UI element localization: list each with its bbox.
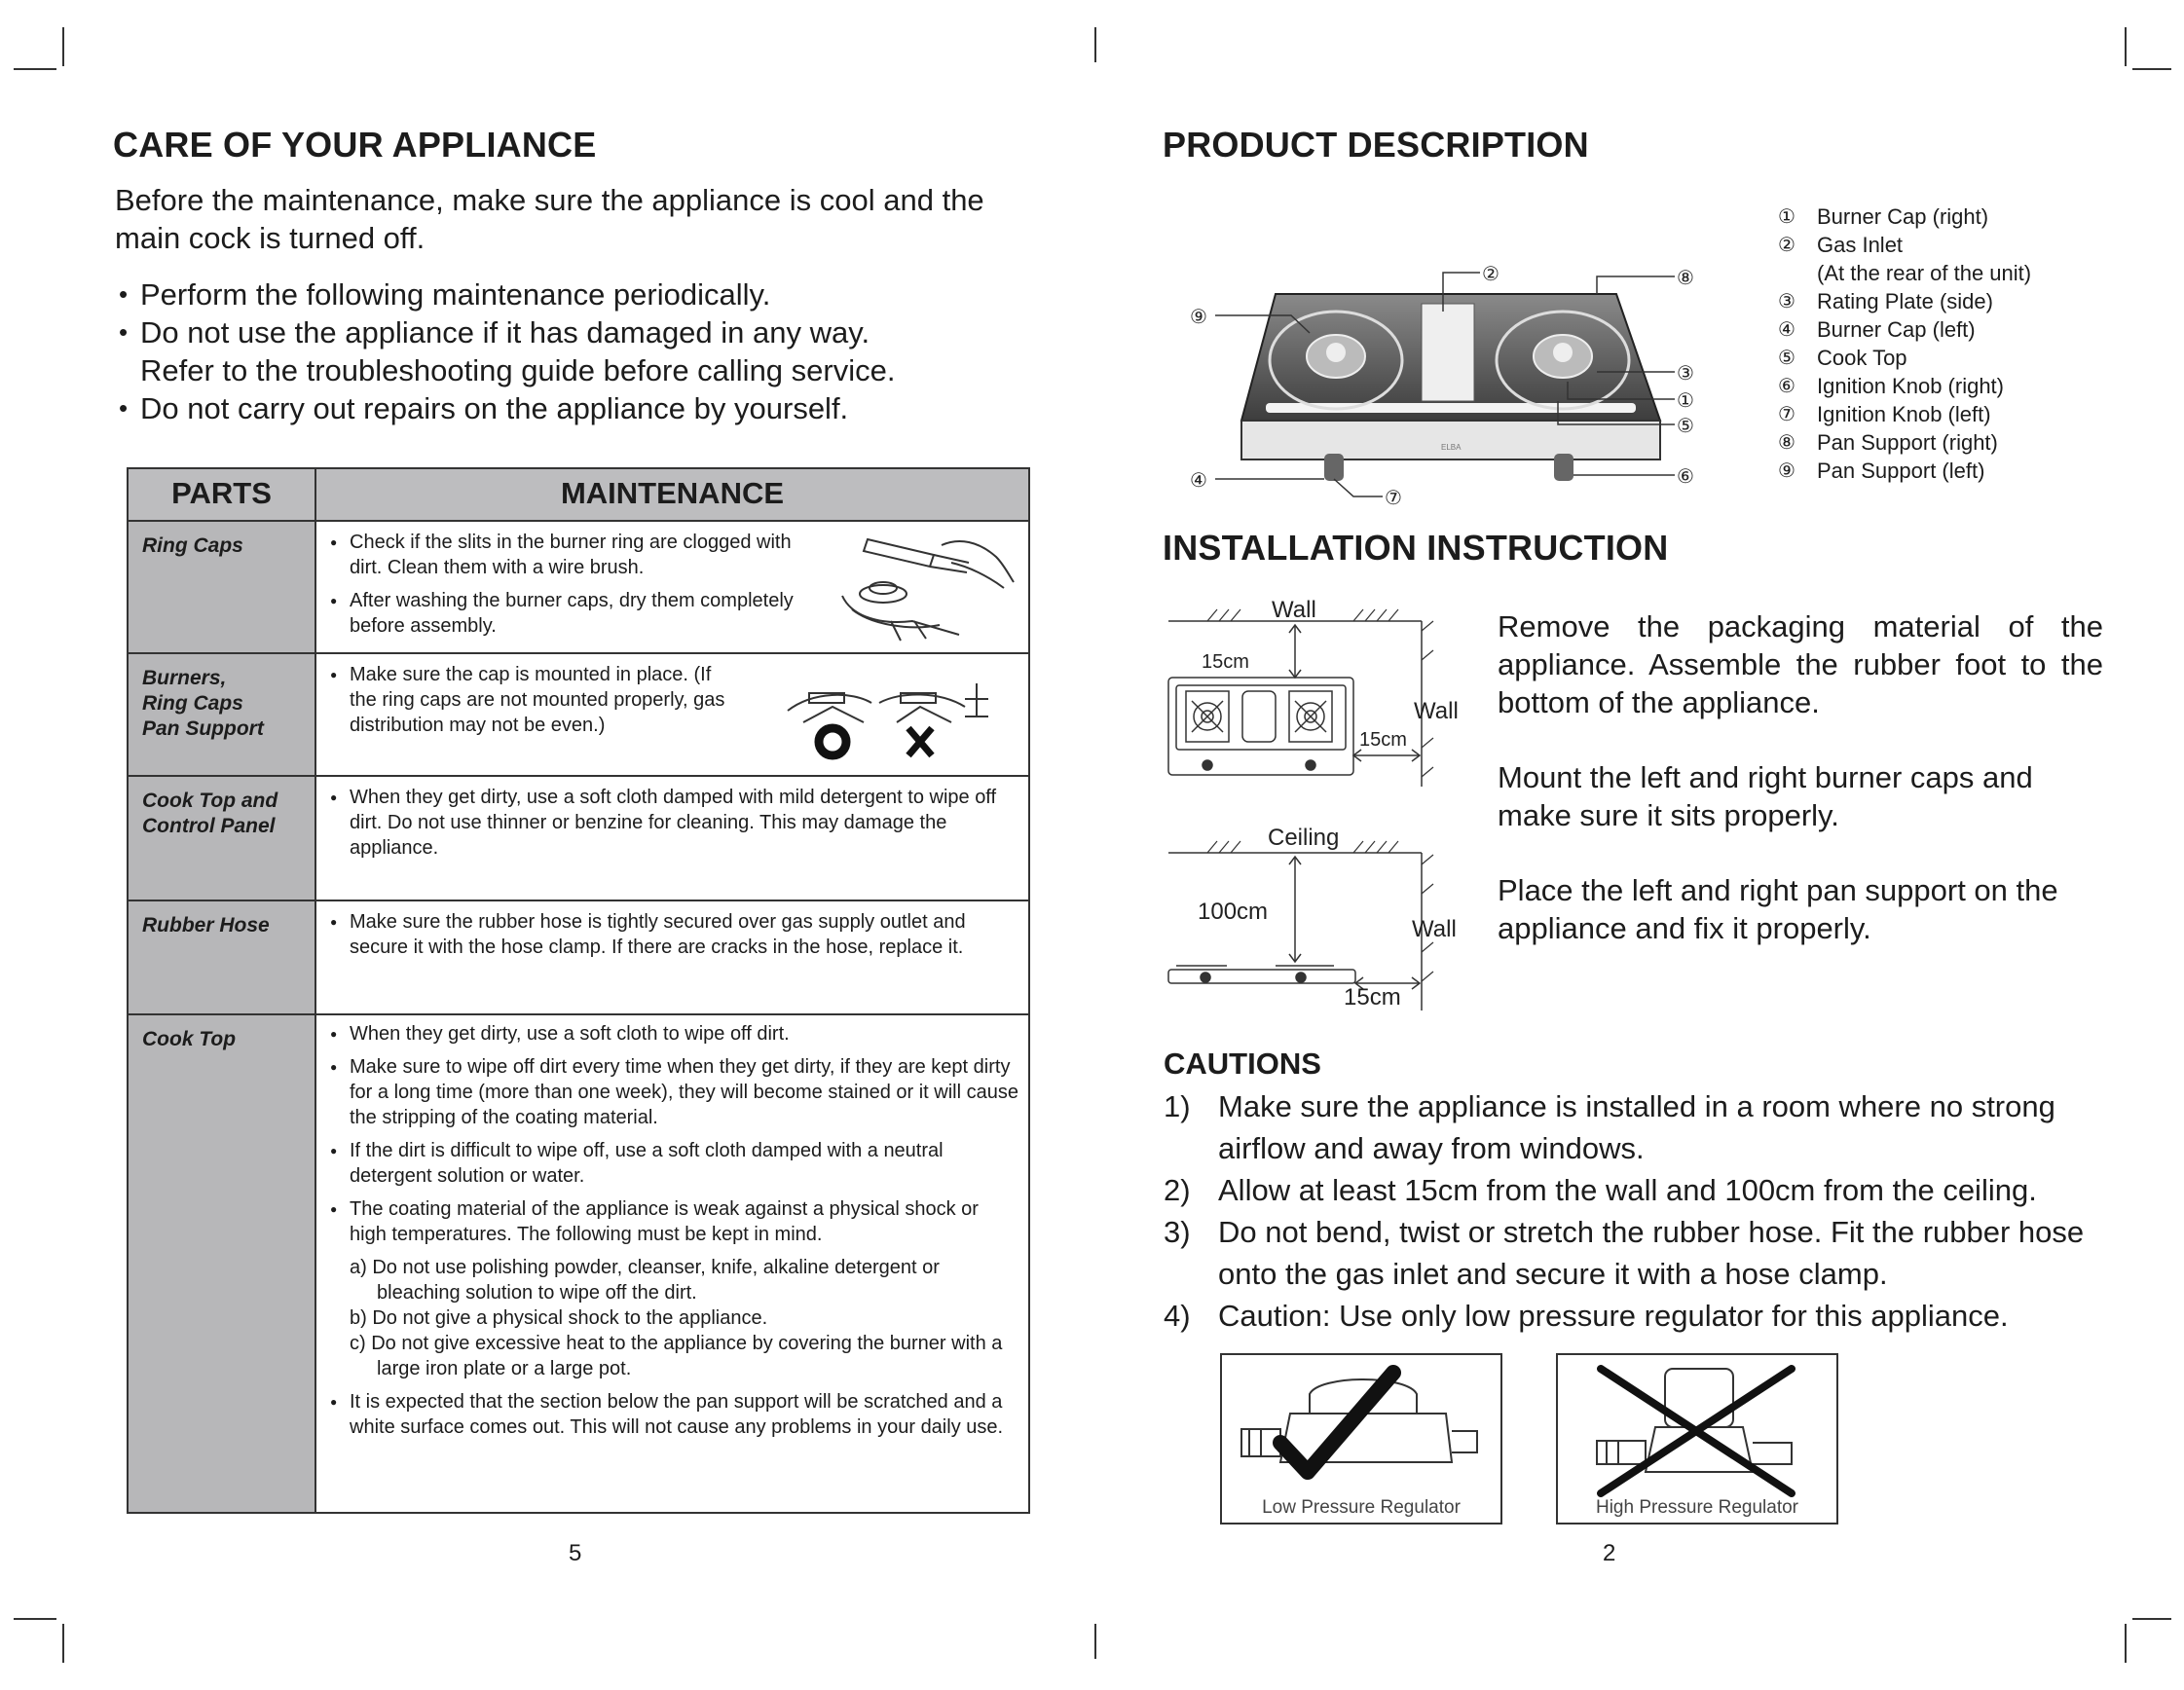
maintenance-item: ● Check if the slits in the burner ring are clogged with dirt. Clean them with a wire brush.: [330, 530, 817, 580]
maintenance-item: ● If the dirt is difficult to wipe off, use a soft cloth damped with a neutral detergent solution or water.: [330, 1138, 1018, 1189]
clearance-diagram: [1159, 592, 1470, 1020]
label-ceiling: Ceiling: [1268, 825, 1340, 851]
legend-text: Ignition Knob (right): [1817, 374, 2004, 398]
installation-text: [1498, 607, 2103, 984]
caution-item: [1164, 1085, 2137, 1169]
legend-item: [1778, 315, 2031, 344]
label-15cm-bottom: 15cm: [1344, 984, 1401, 1010]
caution-item: [1164, 1211, 2137, 1295]
label-wall-side-2: Wall: [1412, 916, 1457, 942]
crop-mark: [62, 27, 64, 66]
legend-item: [1778, 287, 2031, 315]
callout-4: ④: [1190, 468, 1207, 492]
maintenance-subitem: b) Do not give a physical shock to the appliance.: [350, 1307, 768, 1329]
maintenance-subitem: c) Do not give excessive heat to the appliance by covering the burner with a large iron plate or a large pot.: [350, 1333, 1003, 1379]
maintenance-cell: [316, 901, 1028, 1013]
legend-item: [1778, 428, 2031, 457]
cautions-title: CAUTIONS: [1164, 1047, 1321, 1081]
caution-number: 3): [1164, 1215, 1191, 1249]
callout-5: ⑤: [1677, 414, 1694, 437]
legend-text: Gas Inlet: [1817, 233, 1904, 257]
legend-text: Burner Cap (left): [1817, 317, 1976, 342]
care-bullet: • Do not use the appliance if it has damaged in any way.: [115, 313, 1050, 351]
maintenance-item: ● It is expected that the section below the pan support will be scratched and a white surface comes out. This will not cause any problems in your daily use.: [330, 1389, 1018, 1440]
legend-item: [1778, 372, 2031, 400]
label-15cm-top: 15cm: [1202, 651, 1249, 673]
legend-number: ⑨: [1778, 459, 1795, 482]
caution-item: [1164, 1169, 2137, 1211]
product-description-title: PRODUCT DESCRIPTION: [1163, 125, 1589, 165]
legend-item: [1778, 400, 2031, 428]
part-name-line: Pan Support: [142, 717, 264, 740]
cautions-section: [1164, 1047, 2137, 1337]
legend-item: [1778, 231, 2031, 259]
high-pressure-regulator-caption: High Pressure Regulator: [1595, 1497, 1799, 1518]
care-bullets: [115, 276, 1050, 427]
legend-item: [1778, 344, 2031, 372]
parts-legend: [1778, 202, 2031, 485]
label-100cm: 100cm: [1198, 899, 1269, 925]
table-header-row: [129, 469, 1028, 520]
care-bullet: • Perform the following maintenance periodically.: [115, 276, 1050, 313]
legend-text: Pan Support (right): [1817, 430, 1998, 455]
crop-mark: [2125, 27, 2127, 66]
label-15cm-side: 15cm: [1359, 729, 1407, 751]
maintenance-item: ● Make sure the cap is mounted in place. (If the ring caps are not mounted properly, gas distribution may not be even.): [330, 662, 739, 738]
legend-number: ④: [1778, 317, 1795, 341]
maintenance-cell: [316, 654, 1028, 775]
legend-number: ③: [1778, 289, 1795, 312]
callout-6: ⑥: [1677, 464, 1694, 488]
caution-text: Allow at least 15cm from the wall and 100cm from the ceiling.: [1218, 1173, 2037, 1207]
crop-mark: [62, 1624, 64, 1663]
page-number-left: 5: [569, 1540, 582, 1566]
brush-cleaning-illustration: [833, 528, 1018, 644]
caution-item: [1164, 1295, 2137, 1337]
care-bullet: • Do not carry out repairs on the appliance by yourself.: [115, 389, 1050, 427]
legend-item: [1778, 202, 2031, 231]
crop-mark: [2125, 1624, 2127, 1663]
table-row: [129, 520, 1028, 652]
col-header-parts: PARTS: [129, 469, 316, 520]
legend-number: ⑤: [1778, 346, 1795, 369]
crop-mark: [1094, 1624, 1096, 1659]
table-row: [129, 900, 1028, 1013]
part-name: [129, 777, 316, 900]
installation-paragraph: Mount the left and right burner caps and make sure it sits properly.: [1498, 760, 2033, 832]
maintenance-cell: [316, 777, 1028, 900]
crop-mark: [2132, 68, 2171, 70]
brand-mark: ELBA: [1441, 443, 1462, 452]
maintenance-item: ● When they get dirty, use a soft cloth to wipe off dirt.: [330, 1021, 1018, 1047]
legend-number: ②: [1778, 233, 1795, 256]
table-row: [129, 1013, 1028, 1512]
legend-number: ⑥: [1778, 374, 1795, 397]
legend-number: ⑧: [1778, 430, 1795, 454]
legend-text: Ignition Knob (left): [1817, 402, 1991, 426]
label-wall-side: Wall: [1414, 698, 1459, 724]
part-name: Ring Caps: [129, 522, 316, 652]
installation-title: INSTALLATION INSTRUCTION: [1163, 528, 1669, 568]
legend-text: Rating Plate (side): [1817, 289, 1993, 313]
label-wall-top: Wall: [1272, 597, 1316, 623]
callout-2: ②: [1482, 262, 1499, 285]
regulator-check-illustration: [1222, 1355, 1500, 1501]
callout-7: ⑦: [1385, 486, 1402, 509]
legend-text: Burner Cap (right): [1817, 204, 1989, 229]
low-pressure-regulator-figure: [1220, 1353, 1502, 1525]
part-name: [129, 654, 316, 775]
page-number-right: 2: [1603, 1540, 1616, 1566]
care-intro: Before the maintenance, make sure the appliance is cool and the main cock is turned off.: [115, 183, 984, 255]
legend-item: [1778, 259, 2031, 287]
table-row: [129, 652, 1028, 775]
caution-number: 2): [1164, 1173, 1191, 1207]
installation-paragraph: Place the left and right pan support on the appliance and fix it properly.: [1498, 873, 2058, 945]
caution-number: 4): [1164, 1299, 1191, 1333]
maintenance-subitem: a) Do not use polishing powder, cleanser, knife, alkaline detergent or bleaching solution to wipe off the dirt.: [350, 1257, 940, 1304]
crop-mark: [2132, 1618, 2171, 1620]
maintenance-item: ● After washing the burner caps, dry them completely before assembly.: [330, 588, 817, 639]
part-name-line: Cook Top and: [142, 790, 278, 812]
maintenance-item: ● Make sure to wipe off dirt every time when they get dirty, if they are kept dirty for a long time (more than one week), they will become stained or it will cause the stripping of the coating material.: [330, 1054, 1018, 1130]
legend-number: ①: [1778, 204, 1795, 228]
maintenance-cell: [316, 522, 1028, 652]
part-name: Rubber Hose: [129, 901, 316, 1013]
part-name-line: Burners,: [142, 667, 227, 689]
part-name-line: Control Panel: [142, 815, 276, 837]
installation-paragraph: Remove the packaging material of the appliance. Assemble the rubber foot to the bottom of the appliance.: [1498, 609, 2103, 719]
legend-item: [1778, 457, 2031, 485]
cooktop-product-illustration: [1168, 255, 1733, 518]
col-header-maintenance: MAINTENANCE: [316, 469, 1028, 520]
caution-text: Caution: Use only low pressure regulator for this appliance.: [1218, 1299, 2009, 1333]
table-row: [129, 775, 1028, 900]
high-pressure-regulator-figure: [1556, 1353, 1838, 1525]
callout-9: ⑨: [1190, 305, 1207, 328]
care-title: CARE OF YOUR APPLIANCE: [113, 125, 597, 165]
regulator-cross-illustration: [1558, 1355, 1836, 1501]
maintenance-item: ● When they get dirty, use a soft cloth damped with mild detergent to wipe off dirt. Do not use thinner or benzine for cleaning. This may damage the appliance.: [330, 785, 1018, 861]
part-name-line: Ring Caps: [142, 692, 243, 715]
callout-8: ⑧: [1677, 266, 1694, 289]
legend-number: ⑦: [1778, 402, 1795, 425]
maintenance-table: [127, 467, 1030, 1514]
legend-text: Cook Top: [1817, 346, 1907, 370]
legend-text: Pan Support (left): [1817, 459, 1985, 483]
callout-1: ①: [1677, 388, 1694, 412]
legend-text: (At the rear of the unit): [1817, 261, 2032, 285]
callout-3: ③: [1677, 361, 1694, 385]
part-name: Cook Top: [129, 1015, 316, 1512]
care-bullet-continuation: Refer to the troubleshooting guide before calling service.: [140, 353, 896, 387]
burner-cap-fitting-illustration: [774, 664, 1008, 766]
crop-mark: [1094, 27, 1096, 62]
caution-text: Make sure the appliance is installed in a room where no strong airflow and away from windows.: [1218, 1089, 2055, 1165]
maintenance-subitems: [350, 1255, 1018, 1381]
maintenance-item: ● Make sure the rubber hose is tightly secured over gas supply outlet and secure it with the hose clamp. If there are cracks in the hose, replace it.: [330, 909, 1018, 960]
caution-number: 1): [1164, 1089, 1191, 1123]
caution-text: Do not bend, twist or stretch the rubber hose. Fit the rubber hose onto the gas inlet and secure it with a hose clamp.: [1218, 1215, 2085, 1291]
crop-mark: [14, 1618, 56, 1620]
maintenance-item: ● The coating material of the appliance is weak against a physical shock or high temperatures. The following must be kept in mind.: [330, 1196, 1018, 1247]
low-pressure-regulator-caption: Low Pressure Regulator: [1262, 1497, 1461, 1518]
maintenance-cell: [316, 1015, 1028, 1512]
legend-number: [1778, 259, 1817, 287]
crop-mark: [14, 68, 56, 70]
